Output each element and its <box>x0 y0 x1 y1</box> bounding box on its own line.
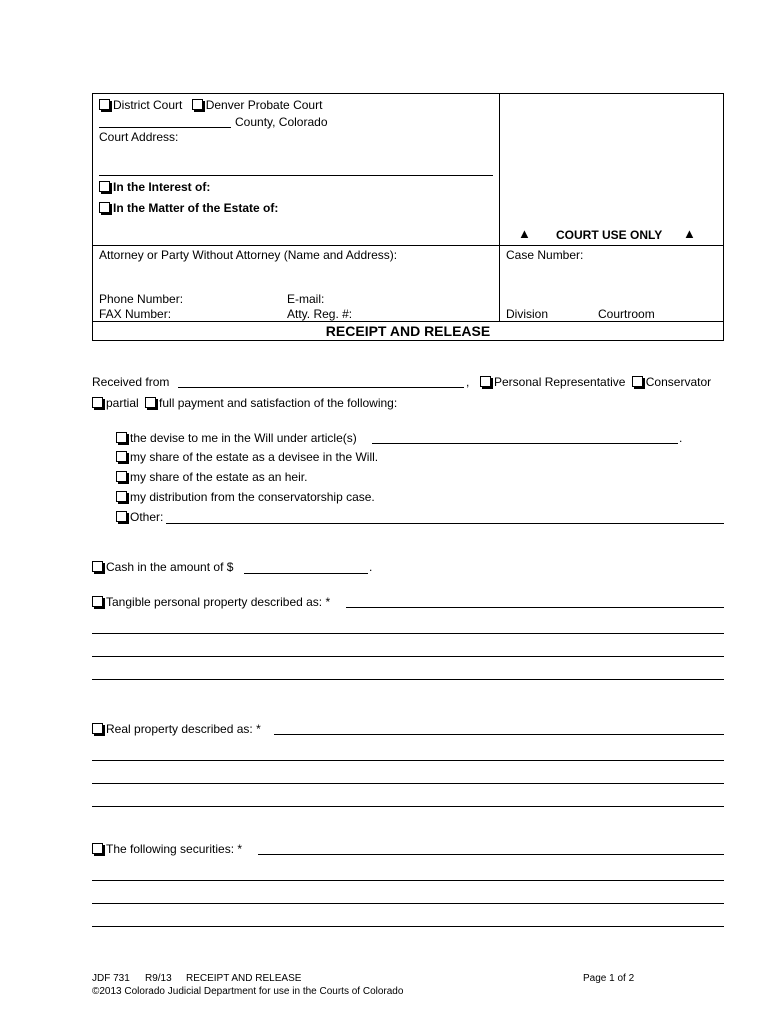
real-property-checkbox[interactable] <box>92 723 103 734</box>
footer-copyright: ©2013 Colorado Judicial Department for use in the Courts of Colorado <box>92 986 404 997</box>
distribution-row <box>116 490 375 504</box>
interest-checkbox[interactable] <box>99 181 110 192</box>
courtroom-label: Courtroom <box>598 307 655 321</box>
tangible-row <box>92 595 330 609</box>
court-use-only-label: COURT USE ONLY <box>556 228 663 242</box>
conservator-label: Conservator <box>645 375 712 389</box>
triangle-right-icon: ▲ <box>683 226 696 241</box>
conservator-checkbox[interactable] <box>632 376 643 387</box>
real-property-field-3[interactable] <box>92 783 724 784</box>
attorney-label: Attorney or Party Without Attorney (Name and Address): <box>99 248 398 262</box>
real-property-field-2[interactable] <box>92 760 724 761</box>
fax-label: FAX Number: <box>99 307 172 321</box>
caption-divider-attorney <box>92 245 724 246</box>
partial-label: partial <box>106 396 139 410</box>
personal-rep-checkbox[interactable] <box>480 376 491 387</box>
devisee-share-label: my share of the estate as a devisee in the Will. <box>130 450 379 464</box>
securities-field-1[interactable] <box>258 854 724 855</box>
footer-page: Page 1 of 2 <box>583 973 635 984</box>
securities-checkbox[interactable] <box>92 843 103 854</box>
real-property-field-1[interactable] <box>274 734 724 735</box>
county-suffix: County, Colorado <box>235 115 328 129</box>
court-address-field[interactable] <box>99 175 493 176</box>
other-checkbox[interactable] <box>116 511 127 522</box>
other-label: Other: <box>130 510 164 524</box>
heir-share-checkbox[interactable] <box>116 471 127 482</box>
interest-row <box>99 180 210 194</box>
footer-form-name: RECEIPT AND RELEASE <box>186 973 302 984</box>
case-number-label: Case Number: <box>506 248 584 262</box>
denver-probate-checkbox[interactable] <box>192 99 203 110</box>
devise-row <box>116 431 357 445</box>
tangible-field-1[interactable] <box>346 607 724 608</box>
devisee-share-checkbox[interactable] <box>116 451 127 462</box>
court-address-label: Court Address: <box>99 130 179 144</box>
role-options-row <box>480 375 711 389</box>
cash-checkbox[interactable] <box>92 561 103 572</box>
received-from-field[interactable] <box>178 387 464 388</box>
distribution-label: my distribution from the conservatorship case. <box>130 490 375 504</box>
denver-probate-label: Denver Probate Court <box>205 98 323 112</box>
tangible-label: Tangible personal property described as: * <box>106 595 331 609</box>
cash-period: . <box>369 560 373 574</box>
cash-label: Cash in the amount of $ <box>106 560 234 574</box>
tangible-field-2[interactable] <box>92 633 724 634</box>
real-property-field-4[interactable] <box>92 806 724 807</box>
county-field[interactable] <box>99 127 231 128</box>
form-title: RECEIPT AND RELEASE <box>325 323 491 339</box>
personal-rep-label: Personal Representative <box>494 375 626 389</box>
estate-checkbox[interactable] <box>99 202 110 213</box>
interest-label: In the Interest of: <box>113 180 211 194</box>
partial-checkbox[interactable] <box>92 397 103 408</box>
footer-revision: R9/13 <box>145 973 172 984</box>
phone-label: Phone Number: <box>99 292 184 306</box>
caption-box <box>92 93 724 341</box>
district-court-label: District Court <box>113 98 183 112</box>
securities-label: The following securities: * <box>106 842 243 856</box>
atty-reg-label: Atty. Reg. #: <box>287 307 353 321</box>
tangible-field-4[interactable] <box>92 679 724 680</box>
estate-label: In the Matter of the Estate of: <box>113 201 279 215</box>
real-property-label: Real property described as: * <box>106 722 261 736</box>
footer-form-number: JDF 731 <box>92 973 130 984</box>
division-label: Division <box>506 307 549 321</box>
estate-row <box>99 201 278 215</box>
caption-divider-title <box>92 321 724 322</box>
tangible-field-3[interactable] <box>92 656 724 657</box>
distribution-checkbox[interactable] <box>116 491 127 502</box>
securities-row <box>92 842 242 856</box>
district-court-checkbox[interactable] <box>99 99 110 110</box>
received-from-label: Received from <box>92 375 170 389</box>
tangible-checkbox[interactable] <box>92 596 103 607</box>
caption-vertical-divider <box>499 93 500 322</box>
received-comma: , <box>466 375 470 389</box>
securities-field-2[interactable] <box>92 880 724 881</box>
other-field[interactable] <box>166 523 724 524</box>
full-payment-checkbox[interactable] <box>145 397 156 408</box>
email-label: E-mail: <box>287 292 325 306</box>
payment-row <box>92 396 397 410</box>
real-property-row <box>92 722 261 736</box>
heir-share-row <box>116 470 307 484</box>
securities-field-3[interactable] <box>92 903 724 904</box>
devise-article-field[interactable] <box>372 443 678 444</box>
heir-share-label: my share of the estate as an heir. <box>130 470 308 484</box>
cash-amount-field[interactable] <box>244 573 368 574</box>
full-payment-label: full payment and satisfaction of the following: <box>159 396 398 410</box>
triangle-left-icon: ▲ <box>518 226 531 241</box>
devise-period: . <box>679 431 683 445</box>
other-row <box>116 510 163 524</box>
devisee-share-row <box>116 450 378 464</box>
cash-row <box>92 560 233 574</box>
devise-checkbox[interactable] <box>116 432 127 443</box>
court-options-row <box>99 98 322 112</box>
securities-field-4[interactable] <box>92 926 724 927</box>
devise-label: the devise to me in the Will under article(s) <box>130 431 357 445</box>
